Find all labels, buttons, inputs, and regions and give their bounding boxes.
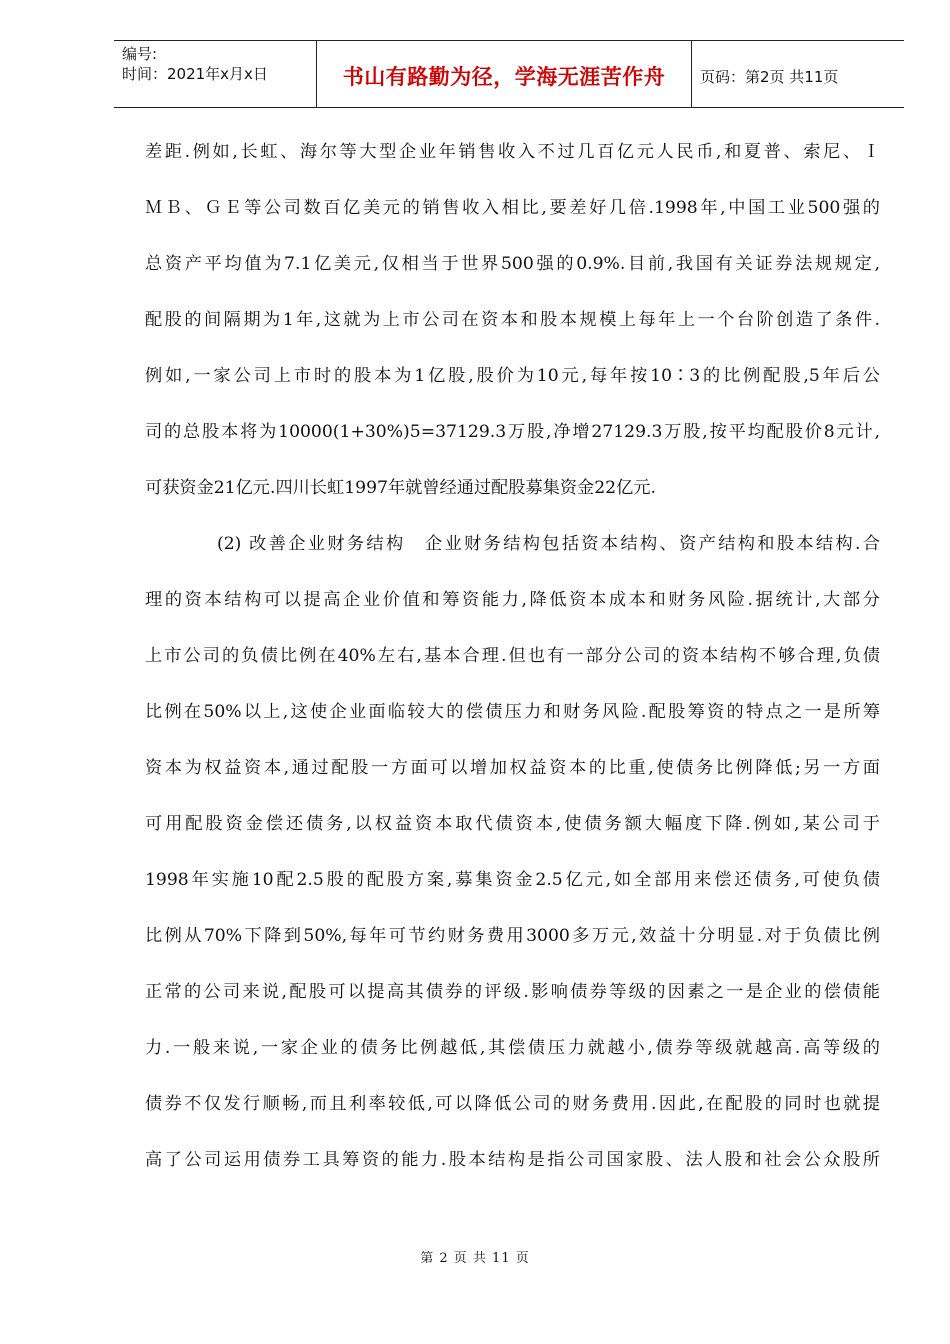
paragraph1-line: 总资产平均值为7.1亿美元,仅相当于世界500强的0.9%.目前,我国有关证券法规规定,	[145, 254, 880, 274]
paragraph2-line: 可用配股资金偿还债务,以权益资本取代债资本,使债务额大幅度下降.例如,某公司于	[145, 814, 880, 834]
motto-text: 书山有路勤为径，学海无涯苦作舟	[342, 65, 666, 89]
paragraph2-line: 比例从70%下降到50%,每年可节约财务费用3000多万元,效益十分明显.对于负债比例	[145, 926, 880, 946]
paragraph2-line: 力.一般来说,一家企业的债务比例越低,其偿债压力就越小,债券等级就越高.高等级的	[145, 1038, 880, 1058]
paragraph1-line: 例如,一家公司上市时的股本为1亿股,股价为10元,每年按10∶3的比例配股,5年后公	[145, 366, 880, 386]
paragraph2-line: 1998年实施10配2.5股的配股方案,募集资金2.5亿元,如全部用来偿还债务,可使负债	[145, 870, 880, 890]
paragraph1-line: 差距.例如,长虹、海尔等大型企业年销售收入不过几百亿元人民币,和夏普、索尼、Ｉ	[145, 142, 880, 162]
paragraph1-line: ＭＢ、ＧＥ等公司数百亿美元的销售收入相比,要差好几倍.1998年,中国工业500强的	[145, 198, 880, 218]
paragraph2-line: 资本为权益资本,通过配股一方面可以增加权益资本的比重,使债务比例降低;另一方面	[145, 758, 880, 778]
paragraph1-line: 司的总股本将为10000(1+30%)5=37129.3万股,净增27129.3万股,按平均配股价8元计,	[145, 422, 880, 442]
paragraph2-line: 理的资本结构可以提高企业价值和筹资能力,降低资本成本和财务风险.据统计,大部分	[145, 590, 880, 610]
number-label: 编号:	[122, 45, 158, 63]
header-motto-cell	[316, 41, 692, 107]
paragraph2-line: 债券不仅发行顺畅,而且利率较低,可以降低公司的财务费用.因此,在配股的同时也就提	[145, 1094, 880, 1114]
page-label: 页码：第2页 共11页	[700, 67, 839, 86]
paragraph2-line: 比例在50%以上,这使企业面临较大的偿债压力和财务风险.配股筹资的特点之一是所筹	[145, 702, 880, 722]
paragraph1-line-last: 可获资金21亿元.四川长虹1997年就曾经通过配股募集资金22亿元.	[145, 478, 656, 498]
paragraph2-line: 上市公司的负债比例在40%左右,基本合理.但也有一部分公司的资本结构不够合理,负债	[145, 646, 880, 666]
header-page-cell	[692, 41, 904, 107]
paragraph2-line: 正常的公司来说,配股可以提高其债券的评级.影响债券等级的因素之一是企业的偿债能	[145, 982, 880, 1002]
paragraph2-first-line: (2) 改善企业财务结构 企业财务结构包括资本结构、资产结构和股本结构.合	[217, 534, 880, 554]
page-header	[114, 40, 904, 108]
time-label: 时间：2021年x月x日	[122, 65, 268, 83]
page-footer: 第 2 页 共 11 页	[420, 1251, 530, 1266]
header-info-cell	[114, 41, 316, 107]
paragraph2-line: 高了公司运用债券工具筹资的能力.股本结构是指公司国家股、法人股和社会公众股所	[145, 1150, 880, 1170]
paragraph1-line: 配股的间隔期为1年,这就为上市公司在资本和股本规模上每年上一个台阶创造了条件.	[145, 310, 880, 330]
